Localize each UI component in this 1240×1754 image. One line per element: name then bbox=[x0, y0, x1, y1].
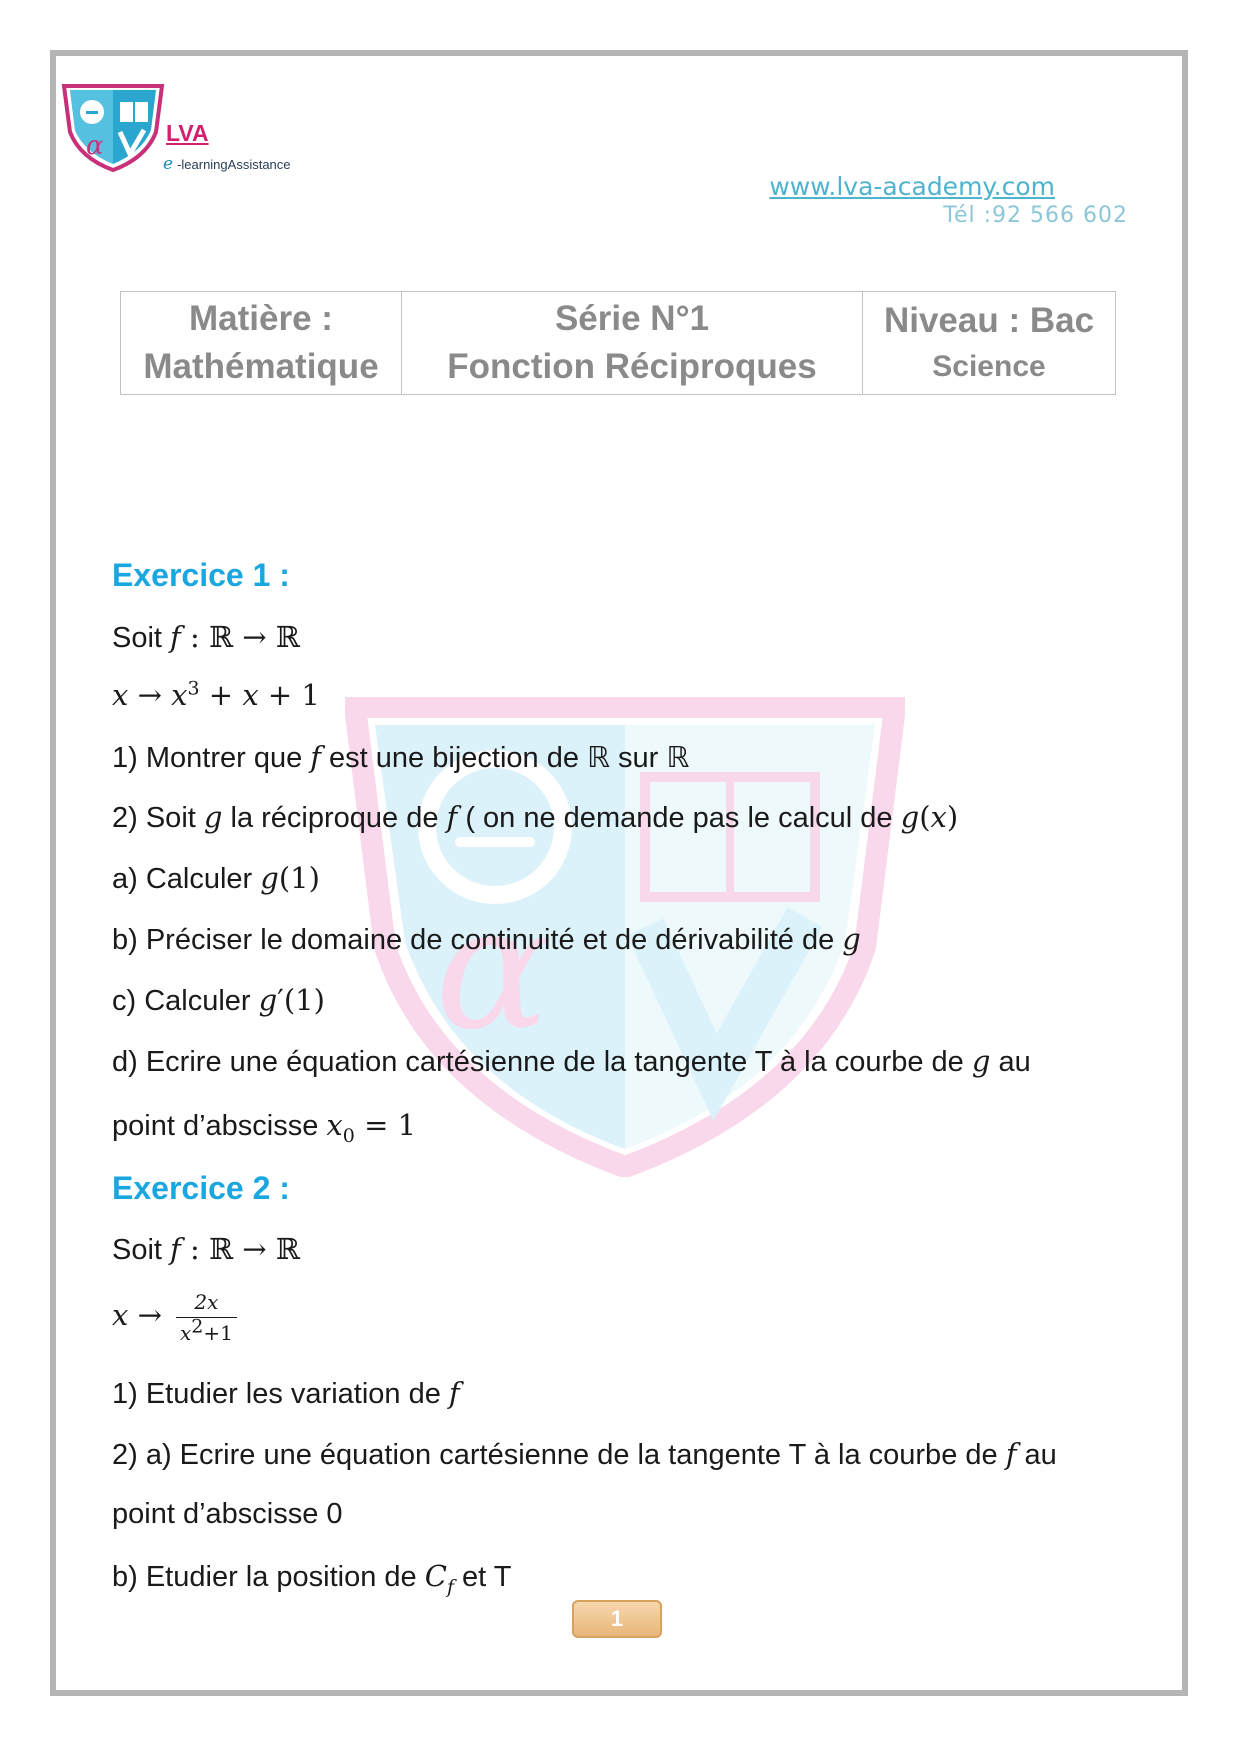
ex2-qb-text: b) Etudier la position de bbox=[112, 1561, 425, 1593]
subject-label: Matière : bbox=[189, 299, 333, 338]
phone-number: Tél :92 566 602 bbox=[943, 203, 1128, 228]
ex1-expression bbox=[112, 678, 320, 713]
ex2-x-var: x bbox=[112, 1298, 129, 1333]
ex1-f-symbol: f bbox=[170, 620, 181, 654]
ex1-q2-a: 2) Soit bbox=[112, 802, 204, 834]
ex1-q1-a: 1) Montrer que bbox=[112, 742, 311, 774]
ex1-domain: : ℝ → ℝ bbox=[180, 620, 300, 654]
ex1-x-term: x bbox=[242, 678, 259, 712]
ex1-qd2-x: x bbox=[326, 1108, 343, 1142]
ex2-expression bbox=[112, 1290, 237, 1345]
ex2-numerator: 2x bbox=[176, 1290, 237, 1318]
ex1-arrow: → bbox=[128, 678, 172, 712]
ex1-q1-b: est une bijection de ℝ sur ℝ bbox=[321, 742, 690, 774]
ex1-qd2-text: point d’abscisse bbox=[112, 1110, 327, 1142]
subject-cell bbox=[121, 292, 402, 395]
series-label: Série N°1 bbox=[554, 299, 710, 338]
ex2-q2b: point d’abscisse 0 bbox=[112, 1498, 343, 1530]
ex2-arrow: → bbox=[128, 1298, 162, 1333]
ex1-x-var: x bbox=[112, 678, 129, 712]
ex1-qc-text: c) Calculer bbox=[112, 985, 259, 1017]
ex1-qb bbox=[112, 922, 861, 957]
ex2-q1-f: f bbox=[448, 1376, 460, 1410]
brand-lva: LVA bbox=[166, 120, 209, 146]
logo-tagline bbox=[163, 154, 291, 174]
ex2-fraction bbox=[176, 1290, 237, 1345]
level-cell bbox=[863, 292, 1116, 395]
ex1-qd-au: au bbox=[990, 1046, 1031, 1078]
ex1-qd-text: d) Ecrire une équation cartésienne de la tangente T à la courbe de bbox=[112, 1046, 972, 1078]
website-link[interactable]: www.lva-academy.com bbox=[769, 172, 1055, 201]
ex2-domain: : ℝ → ℝ bbox=[180, 1232, 300, 1266]
ex1-q2-paren-close: ) bbox=[946, 800, 959, 834]
svg-text:α: α bbox=[435, 870, 550, 1068]
ex1-q2-gx: g bbox=[900, 800, 920, 834]
logo-brand bbox=[166, 120, 209, 147]
ex2-qb bbox=[112, 1559, 512, 1598]
ex2-q2-au: au bbox=[1016, 1439, 1057, 1471]
ex2-q1-text: 1) Etudier les variation de bbox=[112, 1378, 449, 1410]
ex1-qd2-sub: 0 bbox=[342, 1124, 355, 1147]
subject-value: Mathématique bbox=[143, 347, 379, 386]
ex1-qa-g: g bbox=[260, 861, 279, 895]
ex1-q1 bbox=[112, 740, 689, 775]
ex1-qc-g: g bbox=[258, 983, 278, 1017]
ex1-qd2-eq: = 1 bbox=[354, 1108, 417, 1142]
ex1-definition bbox=[112, 620, 300, 655]
ex1-qd-g: g bbox=[971, 1044, 991, 1078]
svg-text:α: α bbox=[86, 131, 104, 161]
ex1-qb-text: b) Préciser le domaine de continuité et de dérivabilité de bbox=[112, 924, 843, 956]
level-value: Science bbox=[932, 350, 1046, 383]
ex1-plus-one: + 1 bbox=[258, 678, 320, 712]
ex1-qa-text: a) Calculer bbox=[112, 863, 261, 895]
lva-logo-icon bbox=[58, 80, 168, 172]
ex1-qc-prime: ′(1) bbox=[277, 983, 325, 1017]
ex1-exponent: 3 bbox=[187, 677, 200, 700]
ex2-qb-sub: f bbox=[446, 1575, 454, 1598]
ex1-qb-g: g bbox=[842, 922, 861, 956]
ex2-q2-text: 2) a) Ecrire une équation cartésienne de la tangente T à la courbe de bbox=[112, 1439, 1006, 1471]
ex1-q2-b: la réciproque de bbox=[222, 802, 447, 834]
ex1-q2-x: x bbox=[930, 800, 947, 834]
ex1-q2 bbox=[112, 800, 958, 835]
ex1-qa-arg: (1) bbox=[278, 861, 320, 895]
ex1-qd2 bbox=[112, 1108, 417, 1147]
ex1-q1-f: f bbox=[310, 740, 321, 774]
ex1-qd bbox=[112, 1044, 1031, 1079]
ex2-definition bbox=[112, 1232, 300, 1267]
ex1-x-cubed: x bbox=[171, 678, 188, 712]
page-number-badge: 1 bbox=[572, 1600, 662, 1638]
ex1-q2-g: g bbox=[203, 800, 223, 834]
ex1-plus-a: + bbox=[199, 678, 243, 712]
ex2-q2 bbox=[112, 1437, 1057, 1472]
ex1-qc bbox=[112, 983, 325, 1018]
ex1-q2-c: ( on ne demande pas le calcul de bbox=[457, 802, 901, 834]
ex1-q2-paren: ( bbox=[919, 800, 931, 834]
exercise1-title: Exercice 1 : bbox=[112, 557, 290, 593]
ex1-qa bbox=[112, 861, 320, 896]
ex2-soit: Soit bbox=[112, 1234, 171, 1266]
exercise2-title: Exercice 2 : bbox=[112, 1170, 290, 1206]
series-cell bbox=[402, 292, 863, 395]
tagline-e: e bbox=[163, 154, 174, 174]
tagline-text: -learningAssistance bbox=[177, 157, 291, 172]
series-title: Fonction Réciproques bbox=[447, 347, 817, 386]
ex2-q2-f: f bbox=[1005, 1437, 1017, 1471]
ex2-qb-c: C bbox=[424, 1559, 447, 1593]
level-label: Niveau : Bac bbox=[883, 301, 1095, 340]
ex2-qb-et: et T bbox=[454, 1561, 512, 1593]
header-table bbox=[120, 291, 1116, 395]
ex2-f-symbol: f bbox=[170, 1232, 181, 1266]
ex2-q1 bbox=[112, 1376, 460, 1411]
ex1-soit: Soit bbox=[112, 622, 171, 654]
ex2-denominator: $x^2+1$ bbox=[179, 1315, 233, 1345]
ex1-q2-f: f bbox=[446, 800, 458, 834]
